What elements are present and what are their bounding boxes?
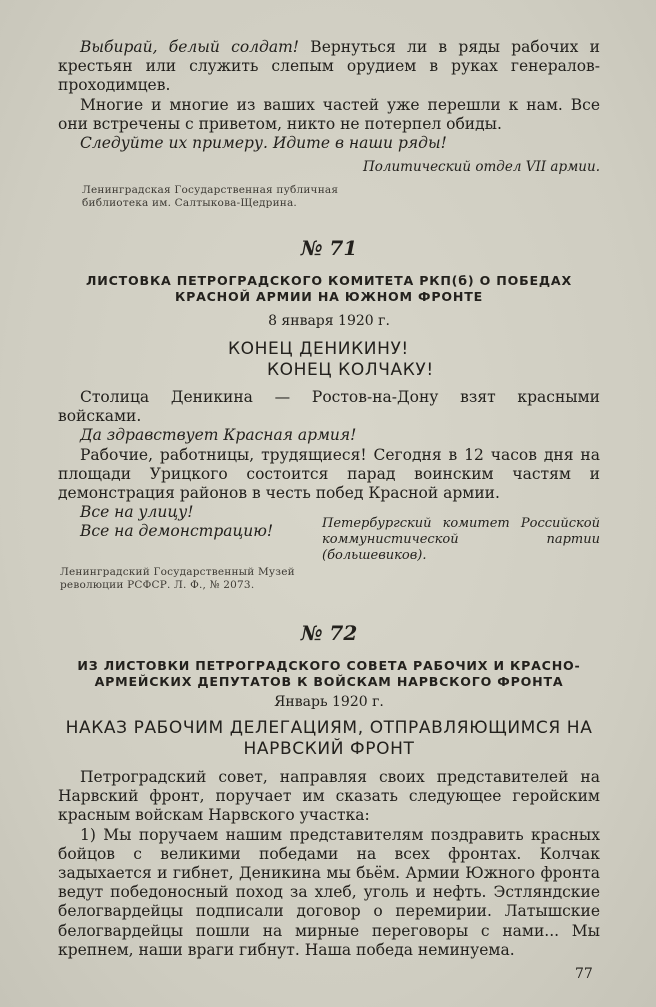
previous-leaflet-ending (58, 38, 600, 153)
page-number: 77 (575, 966, 593, 982)
source-line: библиотека им. Салтыкова-Щедрина. (82, 196, 297, 209)
heading-line: ИЗ ЛИСТОВКИ ПЕТРОГРАДСКОГО СОВЕТА РАБОЧИХ И КРАСНО- (77, 658, 581, 673)
slogan-2: КОНЕЦ КОЛЧАКУ! (267, 360, 434, 380)
paragraph: 1) Мы поручаем нашим представителям поздравить красных бойцов с великими победами на всех фронтах. Колчак задыхается и гибнет, Деникина мы бьём. Армии Южного фронта ведут победоносный поход за хлеб, уголь и нефть. Эстляндские белогвардейцы подписали договор о перемирии. Латышские белогвардейцы пошли на мирные переговоры с нами... Мы крепнем, наши враги гибнут. Наша победа неминуема. (58, 825, 600, 959)
paragraph: Все на улицу! (80, 503, 194, 522)
slogan-1: КОНЕЦ ДЕНИКИНУ! (228, 339, 409, 359)
archive-source (60, 566, 602, 591)
document-heading (58, 273, 600, 304)
source-line: революции РСФСР. Л. Ф., № 2073. (60, 578, 255, 591)
paragraph: Петроградский совет, направляя своих представителей на Нарвский фронт, поручает им сказать следующее геройским красным войскам Нарвского участка: (58, 768, 600, 825)
document-date: Январь 1920 г. (274, 694, 384, 710)
paragraph: Многие и многие из ваших частей уже перешли к нам. Все они встречены с приветом, никто не потерпел обиды. (58, 95, 600, 133)
source-line: Ленинградский Государственный Музей (60, 566, 295, 578)
heading-line: ЛИСТОВКА ПЕТРОГРАДСКОГО КОМИТЕТА РКП(б) О ПОБЕДАХ (86, 273, 572, 288)
paragraph: Столица Деникина — Ростов-на-Дону взят красными войсками. (58, 388, 600, 426)
document-number: № 72 (300, 621, 358, 645)
title-line: НАКАЗ РАБОЧИМ ДЕЛЕГАЦИЯМ, ОТПРАВЛЯЮЩИМСЯ НА (65, 718, 593, 738)
paragraph-text: Вернуться ли в ряды рабочих и крестьян или служить слепым орудием в руках генералов-проходимцев. (58, 38, 600, 95)
document-title (58, 718, 600, 760)
signature: Политический отдел VII армии. (362, 159, 600, 175)
document-date: 8 января 1920 г. (268, 313, 390, 329)
heading-line: АРМЕЙСКИХ ДЕПУТАТОВ К ВОЙСКАМ НАРВСКОГО ФРОНТА (94, 673, 564, 689)
paragraph: Рабочие, работницы, трудящиеся! Сегодня в 12 часов дня на площади Урицкого состоится парад воинским частям и демонстрация районов в честь побед Красной армии. (58, 445, 600, 503)
source-line: Ленинградская Государственная публичная (82, 184, 339, 196)
heading-line: КРАСНОЙ АРМИИ НА ЮЖНОМ ФРОНТЕ (174, 288, 484, 304)
document-heading (58, 658, 600, 689)
paragraph (58, 38, 600, 96)
paragraph: Все на демонстрацию! (80, 522, 274, 541)
italic-phrase: Выбирай, белый солдат! (80, 38, 300, 56)
paragraph: Да здравствует Красная армия! (80, 426, 357, 445)
signature: Петербургский комитет Российской коммунистической партии (большевиков). (322, 516, 600, 563)
call-to-action: Следуйте их примеру. Идите в наши ряды! (80, 134, 447, 153)
document-number: № 71 (300, 236, 358, 260)
title-line: НАРВСКИЙ ФРОНТ (243, 739, 415, 759)
archive-source (82, 184, 624, 209)
leaflet-body (58, 768, 600, 960)
